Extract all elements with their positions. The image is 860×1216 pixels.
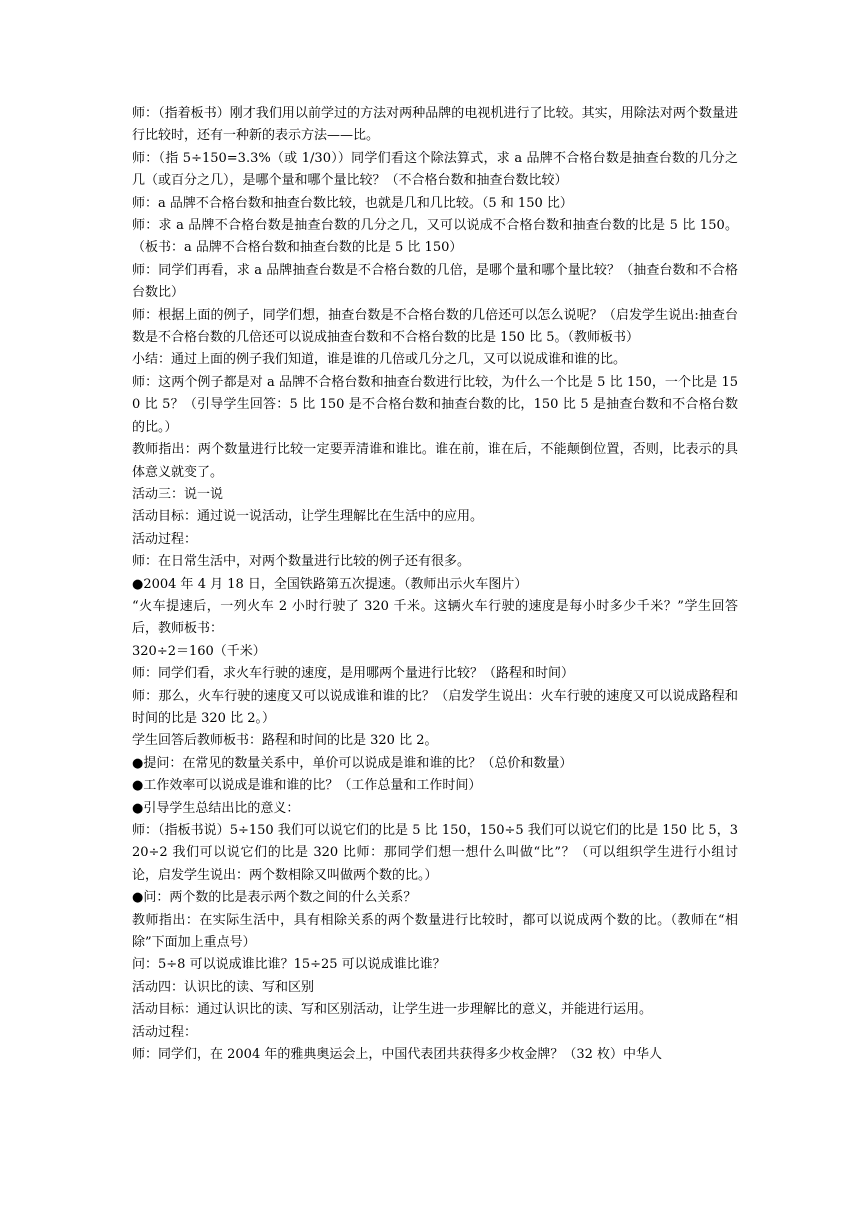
paragraph-19: 学生回答后教师板书：路程和时间的比是 320 比 2。	[132, 733, 438, 749]
activity-four-heading: 活动四：认识比的读、写和区别	[132, 979, 315, 995]
activity-four-goal: 活动目标：通过认识比的读、写和区别活动，让学生进一步理解比的意义，并能进行运用。	[132, 1002, 653, 1018]
equation-line: 320÷2＝160（千米）	[132, 643, 266, 659]
activity-three-goal: 活动目标：通过说一说活动，让学生理解比在生活中的应用。	[132, 509, 484, 525]
paragraph-2: 师：（指 5÷150=3.3%（或 1/30））同学们看这个除法算式，求 a 品牌不合格台数是抽查台数的几分之几（或百分之几），是哪个量和哪个量比较？（不合格台数和抽查台数比较）	[132, 150, 738, 189]
paragraph-3: 师：a 品牌不合格台数和抽查台数比较，也就是几和几比较。（5 和 150 比）	[132, 195, 573, 211]
bullet-unit-price: ●提问：在常见的数量关系中，单价可以说成是谁和谁的比？（总价和数量）	[132, 755, 573, 771]
bullet-summary: ●引导学生总结出比的意义：	[132, 800, 300, 816]
document-body	[132, 103, 738, 1066]
paragraph-17: 师：同学们看，求火车行驶的速度，是用哪两个量进行比较？（路程和时间）	[132, 666, 575, 682]
paragraph-8: 师：这两个例子都是对 a 品牌不合格台数和抽查台数进行比较，为什么一个比是 5 比 150，一个比是 150 比 5？（引导学生回答：5 比 150 是不合格台数和抽查台数的比，150 比 5 是抽查台数和不合格台数的比。）	[132, 374, 738, 435]
paragraph-4: 师：求 a 品牌不合格台数是抽查台数的几分之几，又可以说成不合格台数和抽查台数的比是 5 比 150。（板书：a 品牌不合格台数和抽查台数的比是 5 比 150）	[132, 218, 738, 256]
activity-three-heading: 活动三：说一说	[132, 486, 224, 502]
paragraph-13: 师：在日常生活中，对两个数量进行比较的例子还有很多。	[132, 554, 471, 570]
paragraph-5: 师：同学们再看，求 a 品牌抽查台数是不合格台数的几倍，是哪个量和哪个量比较？（抽查台数和不合格台数比）	[132, 262, 738, 301]
paragraph-18: 师：那么，火车行驶的速度又可以说成谁和谁的比？（启发学生说出：火车行驶的速度又可以说成路程和时间的比是 320 比 2。）	[132, 688, 738, 726]
question-line: 问：5÷8 可以说成谁比谁？15÷25 可以说成谁比谁？	[132, 957, 446, 973]
paragraph-1: 师：（指着板书）刚才我们用以前学过的方法对两种品牌的电视机进行了比较。其实，用除法对两个数量进行比较时，还有一种新的表示方法——比。	[132, 106, 738, 144]
activity-four-process: 活动过程：	[132, 1024, 198, 1040]
activity-three-process: 活动过程：	[132, 531, 198, 547]
paragraph-6: 师：根据上面的例子，同学们想，抽查台数是不合格台数的几倍还可以怎么说呢？（启发学生说出:抽查台数是不合格台数的几倍还可以说成抽查台数和不合格台数的比是 150 比 5。（教师板书）	[132, 307, 738, 346]
bullet-question: ●问：两个数的比是表示两个数之间的什么关系？	[132, 890, 417, 906]
teacher-point: 教师指出：在实际生活中，具有相除关系的两个数量进行比较时，都可以说成两个数的比。（教师在“相除”下面加上重点号）	[132, 912, 738, 951]
paragraph-30: 师：同学们，在 2004 年的雅典奥运会上，中国代表团共获得多少枚金牌？（32 枚）中华人	[132, 1047, 663, 1063]
paragraph-23: 师：（指板书说）5÷150 我们可以说它们的比是 5 比 150，150÷5 我们可以说它们的比是 150 比 5，320÷2 我们可以说它们的比是 320 比师：那同学们想一想什么叫做“比”？（可以组织学生进行小组讨论，启发学生说出：两个数相除又叫做两个数的比。）	[132, 823, 738, 883]
teacher-note: 教师指出：两个数量进行比较一定要弄清谁和谁比。谁在前，谁在后，不能颠倒位置，否则，比表示的具体意义就变了。	[132, 442, 738, 480]
summary-paragraph: 小结：通过上面的例子我们知道，谁是谁的几倍或几分之几，又可以说成谁和谁的比。	[132, 352, 627, 368]
bullet-railway: ●2004 年 4 月 18 日，全国铁路第五次提速。（教师出示火车图片）	[132, 576, 528, 592]
bullet-work-efficiency: ●工作效率可以说成是谁和谁的比？（工作总量和工作时间）	[132, 778, 482, 794]
train-question: “火车提速后，一列火车 2 小时行驶了 320 千米。这辆火车行驶的速度是每小时多少千米？”学生回答后，教师板书：	[132, 598, 738, 637]
